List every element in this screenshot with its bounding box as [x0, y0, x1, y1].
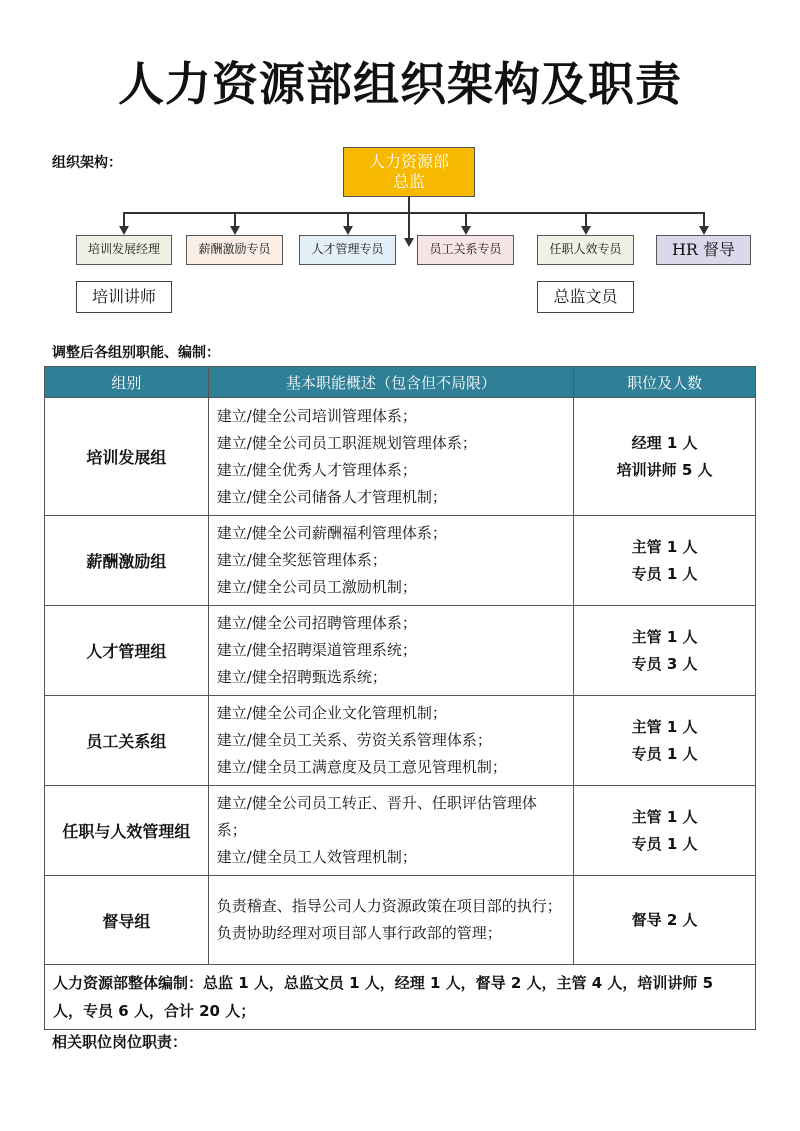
connector: [347, 212, 349, 227]
function-item: 建立/健全招聘甄选系统；: [216, 668, 387, 686]
function-item: 建立/健全公司薪酬福利管理体系；: [216, 524, 447, 542]
function-item: 建立/健全公司员工激励机制；: [216, 578, 417, 596]
group-name: 督导组: [45, 876, 209, 965]
positions-cell: [574, 516, 756, 606]
position-item: 主管 1 人: [631, 627, 698, 646]
org-node-employee-relations-specialist: 员工关系专员: [417, 235, 514, 265]
header-group: 组别: [45, 367, 209, 398]
function-item: 建立/健全员工人效管理机制；: [216, 848, 417, 866]
function-item: 建立/健全公司招聘管理体系；: [216, 614, 417, 632]
group-name: 任职与人效管理组: [45, 786, 209, 876]
function-item: 负责稽查、指导公司人力资源政策在项目部的执行；: [216, 897, 562, 915]
connector: [123, 212, 704, 214]
positions-cell: [574, 876, 756, 965]
function-item: 建立/健全公司企业文化管理机制；: [216, 704, 447, 722]
group-name: 薪酬激励组: [45, 516, 209, 606]
table-header: [45, 367, 756, 398]
positions-cell: [574, 606, 756, 696]
function-item: 建立/健全公司培训管理体系；: [216, 406, 417, 425]
function-item: 负责协助经理对项目部人事行政部的管理；: [216, 924, 502, 942]
footer-label: 相关职位岗位职责：: [52, 1033, 188, 1051]
arrow-icon: [343, 226, 353, 235]
table-row: [45, 876, 756, 965]
arrow-icon: [404, 238, 414, 247]
connector: [465, 212, 467, 227]
org-node-director-assistant: 总监文员: [537, 281, 634, 313]
org-node-director: [343, 147, 475, 197]
positions-cell: [574, 786, 756, 876]
functions-cell: [208, 786, 573, 876]
functions-cell: [208, 516, 573, 606]
position-item: 督导 2 人: [631, 910, 698, 929]
function-item: 建立/健全公司员工转正、晋升、任职评估管理体系；: [216, 794, 537, 839]
org-node-talent-specialist: 人才管理专员: [299, 235, 396, 265]
group-name: 员工关系组: [45, 696, 209, 786]
arrow-icon: [119, 226, 129, 235]
org-node-compensation-specialist: 薪酬激励专员: [186, 235, 283, 265]
functions-cell: [208, 398, 573, 516]
arrow-icon: [581, 226, 591, 235]
function-item: 建立/健全公司储备人才管理机制；: [216, 487, 447, 506]
function-item: 建立/健全公司员工职涯规划管理体系；: [216, 433, 477, 452]
table-row: [45, 786, 756, 876]
function-item: 建立/健全招聘渠道管理系统；: [216, 641, 417, 659]
arrow-icon: [699, 226, 709, 235]
table-label: 调整后各组别职能、编制：: [52, 345, 220, 361]
functions-cell: [208, 696, 573, 786]
org-chart-label: 组织架构：: [52, 155, 122, 171]
position-item: 专员 1 人: [631, 564, 698, 583]
header-functions: 基本职能概述（包含但不局限）: [208, 367, 573, 398]
table-row: [45, 606, 756, 696]
group-name: 人才管理组: [45, 606, 209, 696]
connector: [408, 197, 410, 239]
position-item: 主管 1 人: [631, 717, 698, 736]
functions-table: [44, 366, 756, 1030]
connector: [123, 212, 125, 227]
position-item: 专员 3 人: [631, 654, 698, 673]
org-node-hr-supervisor: HR 督导: [656, 235, 751, 265]
positions-cell: [574, 696, 756, 786]
table-row: [45, 516, 756, 606]
position-item: 主管 1 人: [631, 537, 698, 556]
arrow-icon: [230, 226, 240, 235]
total-row: [45, 965, 756, 1030]
table-row: [45, 696, 756, 786]
connector: [585, 212, 587, 227]
function-item: 建立/健全员工满意度及员工意见管理机制；: [216, 758, 507, 776]
table-row: [45, 398, 756, 516]
connector: [234, 212, 236, 227]
total-staffing: 人力资源部整体编制：总监 1 人，总监文员 1 人，经理 1 人，督导 2 人，主管 4 人，培训讲师 5 人，专员 6 人，合计 20 人；: [45, 965, 756, 1030]
function-item: 建立/健全优秀人才管理体系；: [216, 460, 417, 479]
page-title: 人力资源部组织架构及职责: [118, 57, 682, 111]
connector: [703, 212, 705, 227]
functions-cell: [208, 606, 573, 696]
org-node-trainer: 培训讲师: [76, 281, 172, 313]
org-node-training-manager: 培训发展经理: [76, 235, 172, 265]
header-positions: 职位及人数: [574, 367, 756, 398]
functions-cell: [208, 876, 573, 965]
group-name: 培训发展组: [45, 398, 209, 516]
position-item: 经理 1 人: [631, 433, 698, 452]
position-item: 专员 1 人: [631, 744, 698, 763]
org-node-efficiency-specialist: 任职人效专员: [537, 235, 634, 265]
arrow-icon: [461, 226, 471, 235]
position-item: 主管 1 人: [631, 807, 698, 826]
position-item: 培训讲师 5 人: [616, 460, 713, 479]
positions-cell: [574, 398, 756, 516]
director-dept: 人力资源部: [368, 152, 449, 171]
function-item: 建立/健全奖惩管理体系；: [216, 551, 387, 569]
position-item: 专员 1 人: [631, 834, 698, 853]
director-title: 总监: [392, 172, 425, 191]
function-item: 建立/健全员工关系、劳资关系管理体系；: [216, 731, 492, 749]
